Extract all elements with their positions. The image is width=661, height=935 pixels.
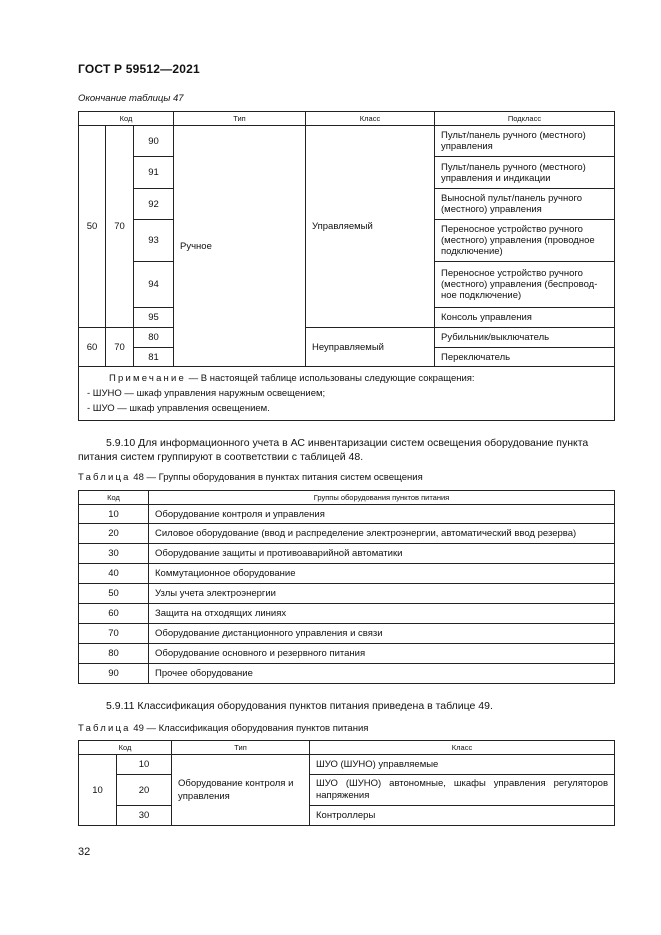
code-level1: 60 bbox=[79, 328, 106, 367]
class-cell: ШУО (ШУНО) автономные, шкафы управления регуляторов напряжения bbox=[310, 775, 615, 806]
code-level3: 90 bbox=[134, 126, 174, 157]
code-level3: 94 bbox=[134, 262, 174, 308]
code-level2: 20 bbox=[117, 775, 172, 806]
subclass-cell: Пульт/панель ручного (местного) управления bbox=[435, 126, 615, 157]
subclass-cell: Консоль управления bbox=[435, 308, 615, 328]
col-header-type: Тип bbox=[172, 741, 310, 755]
subclass-cell: Переносное устройство ручного (местного) управления (проводное подключение) bbox=[435, 220, 615, 262]
table-note bbox=[79, 367, 615, 421]
subclass-cell: Рубильник/выключатель bbox=[435, 328, 615, 348]
col-header-groups: Группы оборудования пунктов питания bbox=[149, 491, 615, 505]
code-level2: 30 bbox=[117, 806, 172, 826]
col-header-class: Класс bbox=[306, 112, 435, 126]
paragraph-5-9-11: 5.9.11 Классификация оборудования пунктов питания приведена в таблице 49. bbox=[106, 700, 493, 712]
group-cell: Коммутационное оборудование bbox=[149, 564, 615, 584]
type-cell: Оборудование контроля и управления bbox=[172, 755, 310, 826]
note-text: — В настоящей таблице использованы следующие сокращения: bbox=[186, 373, 475, 384]
code-level3: 80 bbox=[134, 328, 174, 348]
group-cell: Силовое оборудование (ввод и распределение электроэнергии, автоматический ввод резерва) bbox=[149, 524, 615, 544]
subclass-cell: Выносной пульт/панель ручного (местного) управления bbox=[435, 189, 615, 220]
code-level2: 70 bbox=[106, 328, 134, 367]
code-cell: 50 bbox=[79, 584, 149, 604]
col-header-subclass: Подкласс bbox=[435, 112, 615, 126]
paragraph-5-9-10: 5.9.10 Для информационного учета в АС инвентаризации систем освещения оборудование пункта питания систем группируют в соответствии с таблицей 48. bbox=[78, 437, 589, 463]
note-item: - ШУНО — шкаф управления наружным освещением; bbox=[87, 388, 326, 399]
code-cell: 90 bbox=[79, 664, 149, 684]
table47-caption: Окончание таблицы 47 bbox=[78, 93, 184, 104]
code-level2: 70 bbox=[106, 126, 134, 328]
col-header-code: Код bbox=[79, 491, 149, 505]
code-cell: 20 bbox=[79, 524, 149, 544]
type-cell: Ручное bbox=[174, 126, 306, 367]
group-cell: Узлы учета электроэнергии bbox=[149, 584, 615, 604]
note-item: - ШУО — шкаф управления освещением. bbox=[87, 403, 270, 414]
class-cell: Неуправляемый bbox=[306, 328, 435, 367]
code-level1: 50 bbox=[79, 126, 106, 328]
code-level3: 95 bbox=[134, 308, 174, 328]
table49-caption: Таблица 49 — Классификация оборудования пунктов питания bbox=[78, 723, 369, 734]
subclass-cell: Переключатель bbox=[435, 348, 615, 367]
group-cell: Оборудование основного и резервного питания bbox=[149, 644, 615, 664]
code-cell: 10 bbox=[79, 505, 149, 524]
group-cell: Оборудование дистанционного управления и связи bbox=[149, 624, 615, 644]
group-cell: Защита на отходящих линиях bbox=[149, 604, 615, 624]
standard-number: ГОСТ Р 59512—2021 bbox=[78, 62, 200, 76]
col-header-type: Тип bbox=[174, 112, 306, 126]
group-cell: Оборудование контроля и управления bbox=[149, 505, 615, 524]
class-cell: Управляемый bbox=[306, 126, 435, 328]
col-header-code: Код bbox=[79, 112, 174, 126]
subclass-cell: Переносное устройство ручного (местного) управления (беспровод-ное подключение) bbox=[435, 262, 615, 308]
code-level3: 91 bbox=[134, 157, 174, 189]
class-cell: Контроллеры bbox=[310, 806, 615, 826]
code-level1: 10 bbox=[79, 755, 117, 826]
class-cell: ШУО (ШУНО) управляемые bbox=[310, 755, 615, 775]
table-48 bbox=[78, 490, 615, 684]
table-49 bbox=[78, 740, 615, 826]
note-label: Примечание bbox=[109, 373, 186, 384]
table-47 bbox=[78, 111, 615, 421]
page-number: 32 bbox=[78, 846, 91, 858]
code-cell: 80 bbox=[79, 644, 149, 664]
code-cell: 70 bbox=[79, 624, 149, 644]
code-level2: 10 bbox=[117, 755, 172, 775]
code-level3: 81 bbox=[134, 348, 174, 367]
code-cell: 30 bbox=[79, 544, 149, 564]
group-cell: Оборудование защиты и противоаварийной автоматики bbox=[149, 544, 615, 564]
group-cell: Прочее оборудование bbox=[149, 664, 615, 684]
subclass-cell: Пульт/панель ручного (местного) управления и индикации bbox=[435, 157, 615, 189]
col-header-code: Код bbox=[79, 741, 172, 755]
code-level3: 93 bbox=[134, 220, 174, 262]
col-header-class: Класс bbox=[310, 741, 615, 755]
code-cell: 60 bbox=[79, 604, 149, 624]
table48-caption: Таблица 48 — Группы оборудования в пунктах питания систем освещения bbox=[78, 472, 423, 483]
code-cell: 40 bbox=[79, 564, 149, 584]
code-level3: 92 bbox=[134, 189, 174, 220]
